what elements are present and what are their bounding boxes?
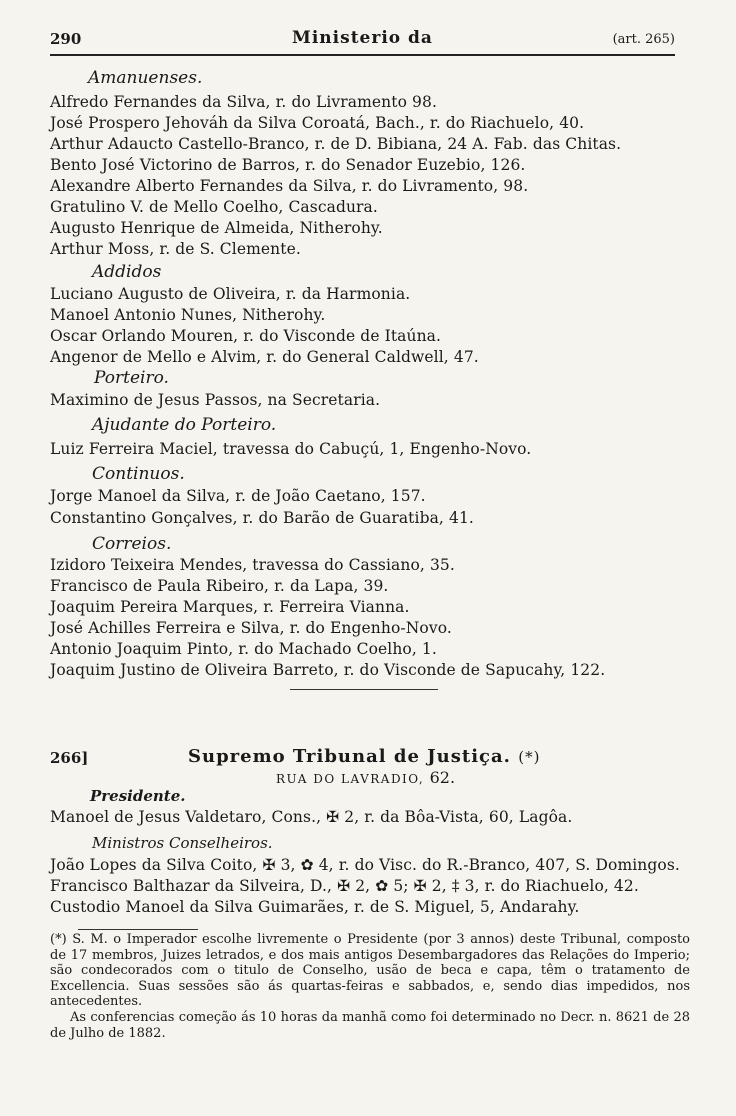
article-number: 266] <box>50 749 89 767</box>
section-heading: Continuos. <box>92 464 185 484</box>
presidente-heading: Presidente. <box>90 787 186 805</box>
list-item: Antonio Joaquim Pinto, r. do Machado Coelho, 1. <box>50 640 437 658</box>
list-item: Constantino Gonçalves, r. do Barão de Guaratiba, 41. <box>50 509 474 527</box>
article-reference: (art. 265) <box>612 32 675 47</box>
ministros-heading: Ministros Conselheiros. <box>92 834 273 852</box>
list-item: Augusto Henrique de Almeida, Nitherohy. <box>50 219 383 237</box>
page-number: 290 <box>50 30 82 48</box>
page-header <box>50 28 675 56</box>
list-item: Luciano Augusto de Oliveira, r. da Harmonia. <box>50 285 411 303</box>
list-item: Alfredo Fernandes da Silva, r. do Livramento 98. <box>50 93 437 111</box>
list-item: Luiz Ferreira Maciel, travessa do Cabuçú, 1, Engenho-Novo. <box>50 440 532 458</box>
list-item: Alexandre Alberto Fernandes da Silva, r. do Livramento, 98. <box>50 177 529 195</box>
section-heading: Amanuenses. <box>88 68 203 88</box>
list-item: José Prospero Jehováh da Silva Coroatá, Bach., r. do Riachuelo, 40. <box>50 114 585 132</box>
list-item: Maximino de Jesus Passos, na Secretaria. <box>50 391 381 409</box>
list-item: Arthur Moss, r. de S. Clemente. <box>50 240 301 258</box>
institution-address <box>276 768 455 787</box>
list-item: Custodio Manoel da Silva Guimarães, r. de S. Miguel, 5, Andarahy. <box>50 898 580 916</box>
list-item: João Lopes da Silva Coito, ✠ 3, ✿ 4, r. do Visc. do R.-Branco, 407, S. Domingos. <box>50 856 680 874</box>
footnote-marker: (*) <box>518 748 541 766</box>
list-item: Oscar Orlando Mouren, r. do Visconde de Itaúna. <box>50 327 442 345</box>
footnote <box>50 932 690 1041</box>
presidente-entry: Manoel de Jesus Valdetaro, Cons., ✠ 2, r. da Bôa-Vista, 60, Lagôa. <box>50 808 573 826</box>
footnote-paragraph: As conferencias começão ás 10 horas da manhã como foi determinado no Decr. n. 8621 de 28 de Julho de 1882. <box>50 1009 690 1041</box>
list-item: Arthur Adaucto Castello-Branco, r. de D. Bibiana, 24 A. Fab. das Chitas. <box>50 135 622 153</box>
section-heading: Porteiro. <box>94 368 169 388</box>
section-heading: Addidos <box>92 262 162 282</box>
list-item: Francisco Balthazar da Silveira, D., ✠ 2, ✿ 5; ✠ 2, ‡ 3, r. do Riachuelo, 42. <box>50 877 639 895</box>
list-item: Bento José Victorino de Barros, r. do Senador Euzebio, 126. <box>50 156 526 174</box>
list-item: Manoel Antonio Nunes, Nitherohy. <box>50 306 326 324</box>
list-item: Jorge Manoel da Silva, r. de João Caetano, 157. <box>50 487 426 505</box>
footnote-paragraph: (*) S. M. o Imperador escolhe livremente o Presidente (por 3 annos) deste Tribunal, composto de 17 membros, Juizes letrados, e dos mais antigos Desembargadores das Relações do Imperio; são condecorados com o titulo de Conselho, usão de beca e capa, têm o tratamento de Excellencia. Suas sessões são ás quartas-feiras e sabbados, e, sendo dias impedidos, nos antecedentes. <box>50 932 690 1010</box>
footnote-rule <box>78 929 198 930</box>
list-item: Angenor de Mello e Alvim, r. do General Caldwell, 47. <box>50 348 479 366</box>
list-item: José Achilles Ferreira e Silva, r. do Engenho-Novo. <box>50 619 452 637</box>
institution-title <box>188 746 540 767</box>
address-street: RUA DO LAVRADIO, <box>276 772 425 786</box>
list-item: Joaquim Pereira Marques, r. Ferreira Vianna. <box>50 598 410 616</box>
list-item: Joaquim Justino de Oliveira Barreto, r. do Visconde de Sapucahy, 122. <box>50 661 606 679</box>
address-number: 62. <box>429 768 456 787</box>
list-item: Francisco de Paula Ribeiro, r. da Lapa, 39. <box>50 577 389 595</box>
section-divider <box>290 689 438 690</box>
institution-name: Supremo Tribunal de Justiça. <box>188 746 511 767</box>
list-item: Gratulino V. de Mello Coelho, Cascadura. <box>50 198 378 216</box>
section-heading: Ajudante do Porteiro. <box>92 415 277 435</box>
section-heading: Correios. <box>92 534 172 554</box>
list-item: Izidoro Teixeira Mendes, travessa do Cassiano, 35. <box>50 556 455 574</box>
running-title: Ministerio da <box>292 28 433 48</box>
